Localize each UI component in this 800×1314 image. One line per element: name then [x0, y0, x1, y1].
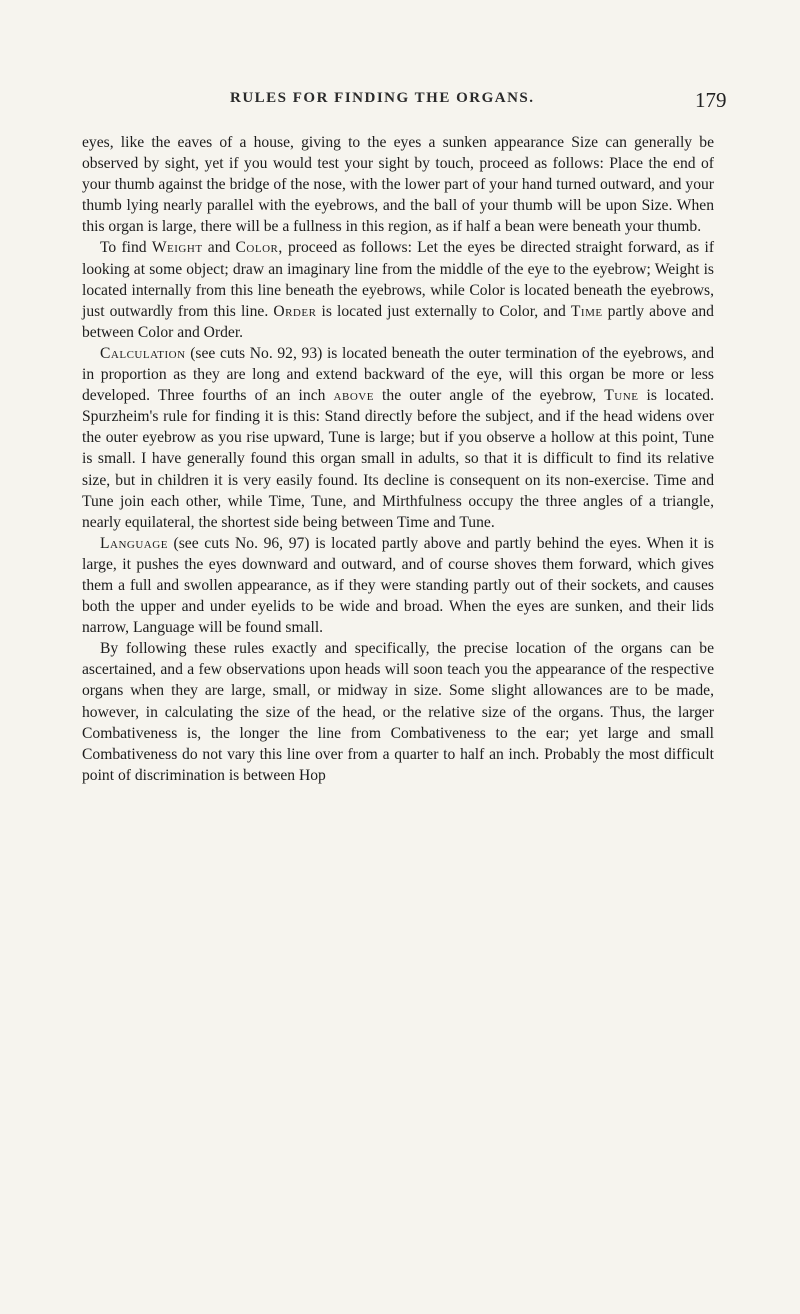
paragraph — [82, 638, 714, 786]
paragraph — [82, 237, 714, 342]
small-caps-term: Calculation — [100, 344, 186, 362]
page-number: 179 — [695, 88, 727, 112]
paragraph — [82, 533, 714, 638]
running-head: RULES FOR FINDING THE ORGANS. — [230, 90, 535, 106]
text-segment: eyes, like the eaves of a house, giving to the eyes a sunken appearance Size can generally be observed by sight, yet if you would test your sight by touch, proceed as follows: Place the end of your thumb against the bridge of the nose, with the lower part of your hand turned outward, and your thumb lying nearly parallel with the eyebrows, and the ball of your thumb will be upon Size. When this organ is large, there will be a fullness in this region, as if half a bean were beneath your thumb. — [82, 134, 714, 236]
text-segment: the outer angle of the eyebrow, — [373, 387, 605, 405]
text-segment: By following these rules exactly and specifically, the precise location of the organs can be ascertained, and a few observations upon heads will soon teach you the appearance of the respective organs when they are large, small, or midway in size. Some slight allowances are to be made, however, in calculating the size of the head, or the relative size of the organs. Thus, the larger Combativeness is, the longer the line from Combativeness to the ear; yet large and small Combativeness do not vary this line over from a quarter to half an inch. Probably the most difficult point of discrimination is between Hop — [82, 640, 714, 784]
text-segment: partly above and between Color and Order. — [82, 302, 714, 341]
paragraph — [82, 132, 714, 237]
body-text — [82, 132, 714, 786]
text-segment: and — [202, 239, 236, 257]
small-caps-term: Time — [570, 302, 603, 320]
paragraph — [82, 343, 714, 533]
small-caps-term: Language — [100, 534, 168, 552]
small-caps-term: Weight — [151, 239, 203, 257]
text-segment: (see cuts No. 96, 97) is located partly above and partly behind the eyes. When it is large, it pushes the eyes downward and outward, and of course shoves them forward, which gives them a full and swollen appearance, as if they were standing partly out of their sockets, and causes both the upper and under eyelids to be wide and broad. When the eyes are sunken, and their lids narrow, Language will be found small. — [82, 534, 714, 637]
text-segment: To find — [100, 239, 152, 257]
text-segment: (see cuts No. 92, 93) is located beneath the outer termination of the eyebrows, and in proportion as they are long and extend backward of the eye, will this organ be more or less developed. Three fourths of an inch — [82, 344, 714, 405]
small-caps-term: Color, — [235, 239, 283, 257]
small-caps-term: above — [333, 387, 374, 405]
text-segment: is located just externally to Color, and — [316, 302, 571, 320]
small-caps-term: Tune — [604, 387, 639, 405]
small-caps-term: Order — [273, 302, 317, 320]
text-segment: is located. Spurzheim's rule for finding it is this: Stand directly before the subject, and if the head widens over the outer eyebrow as you rise upward, Tune is large; but if you observe a hollow at this point, Tune is small. I have generally found this organ small in adults, so that it is difficult to find its relative size, but in children it is very easily found. Its decline is consequent on its non-exercise. Time and Tune join each other, while Time, Tune, and Mirthfulness occupy the three angles of a triangle, nearly equilateral, the shortest side being between Time and Tune. — [82, 387, 714, 531]
page-header — [0, 90, 800, 116]
text-segment: proceed as follows: Let the eyes be directed straight forward, as if looking at some object; draw an imaginary line from the middle of the eye to the eyebrow; Weight is located internally from this line beneath the eyebrows, while Color is located beneath the eyebrows, just outwardly from this line. — [82, 239, 715, 320]
